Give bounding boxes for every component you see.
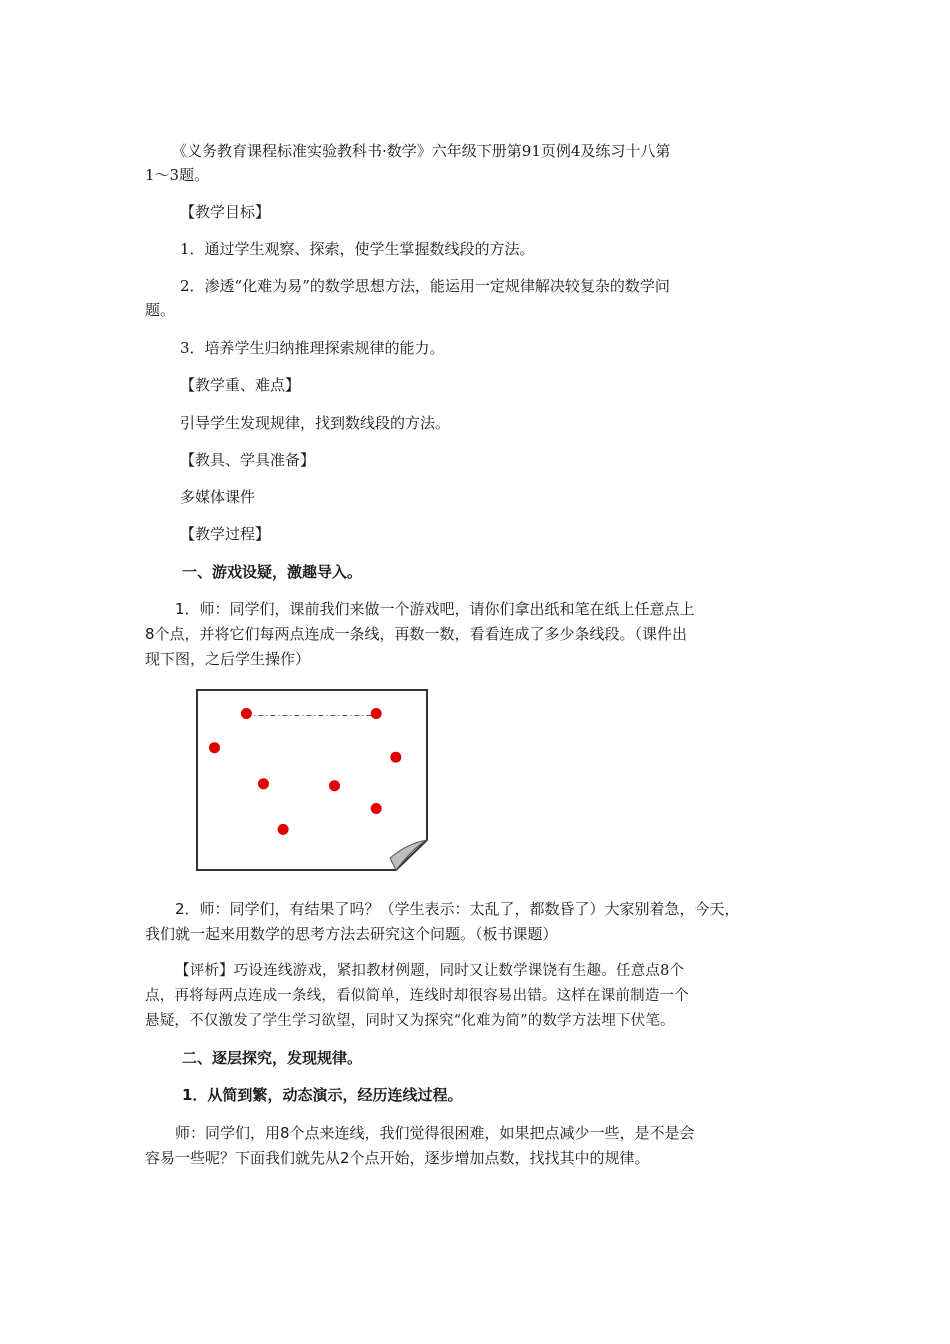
dot-7 bbox=[371, 803, 382, 814]
key-points-heading: 【教学重、难点】 bbox=[180, 376, 301, 394]
goal-item-1: 1．通过学生观察、探索，使学生掌握数线段的方法。 bbox=[180, 240, 535, 258]
step-1-line-2: 8个点，并将它们每两点连成一条线，再数一数，看看连成了多少条线段。（课件出 bbox=[145, 625, 688, 643]
goals-heading: 【教学目标】 bbox=[180, 203, 271, 221]
dots-figure-svg bbox=[190, 685, 435, 875]
step-1-line-1: 1．师：同学们，课前我们来做一个游戏吧，请你们拿出纸和笔在纸上任意点上 bbox=[175, 600, 695, 618]
dot-2 bbox=[371, 708, 382, 719]
comment-line-1: 【评析】巧设连线游戏，紧扣教材例题，同时又让数学课饶有生趣。任意点8个 bbox=[175, 963, 685, 979]
tools-text: 多媒体课件 bbox=[180, 488, 256, 506]
sub-1-line-1: 师：同学们，用8个点来连线，我们觉得很困难，如果把点减少一些，是不是会 bbox=[175, 1124, 695, 1142]
sub-1-line-2: 容易一些呢？下面我们就先从2个点开始，逐步增加点数，找找其中的规律。 bbox=[145, 1149, 650, 1167]
dot-3 bbox=[209, 742, 220, 753]
dot-1 bbox=[241, 708, 252, 719]
dot-5 bbox=[258, 778, 269, 789]
intro-line-1: 《义务教育课程标准实验教科书·数学》六年级下册第91页例4及练习十八第 bbox=[172, 142, 671, 160]
dot-4 bbox=[390, 752, 401, 763]
tools-heading: 【教具、学具准备】 bbox=[180, 451, 316, 469]
comment-line-3: 悬疑，不仅激发了学生学习欲望，同时又为探究“化难为简”的数学方法埋下伏笔。 bbox=[145, 1013, 675, 1029]
section-2-title: 二、逐层探究，发现规律。 bbox=[182, 1049, 363, 1067]
sub-1-title: 1．从简到繁，动态演示，经历连线过程。 bbox=[182, 1086, 463, 1104]
step-2-line-2: 我们就一起来用数学的思考方法去研究这个问题。（板书课题） bbox=[145, 925, 558, 943]
step-2-line-1: 2．师：同学们，有结果了吗？（学生表示：太乱了，都数昏了）大家别着急，今天， bbox=[175, 900, 740, 918]
intro-line-2: 1～3题。 bbox=[145, 166, 210, 184]
goal-item-2-line-2: 题。 bbox=[145, 301, 176, 319]
dot-6 bbox=[329, 780, 340, 791]
key-points-text: 引导学生发现规律，找到数线段的方法。 bbox=[180, 414, 451, 432]
goal-item-2-line-1: 2．渗透“化难为易”的数学思想方法，能运用一定规律解决较复杂的数学问 bbox=[180, 277, 670, 295]
section-1-title: 一、游戏设疑，激趣导入。 bbox=[182, 563, 363, 581]
dot-8 bbox=[278, 824, 289, 835]
process-heading: 【教学过程】 bbox=[180, 525, 271, 543]
dots-figure bbox=[190, 685, 435, 875]
goal-item-3: 3．培养学生归纳推理探索规律的能力。 bbox=[180, 339, 445, 357]
comment-line-2: 点，再将每两点连成一条线，看似简单，连线时却很容易出错。这样在课前制造一个 bbox=[145, 988, 689, 1004]
step-1-line-3: 现下图，之后学生操作） bbox=[145, 650, 311, 668]
paper-sheet bbox=[197, 690, 427, 870]
